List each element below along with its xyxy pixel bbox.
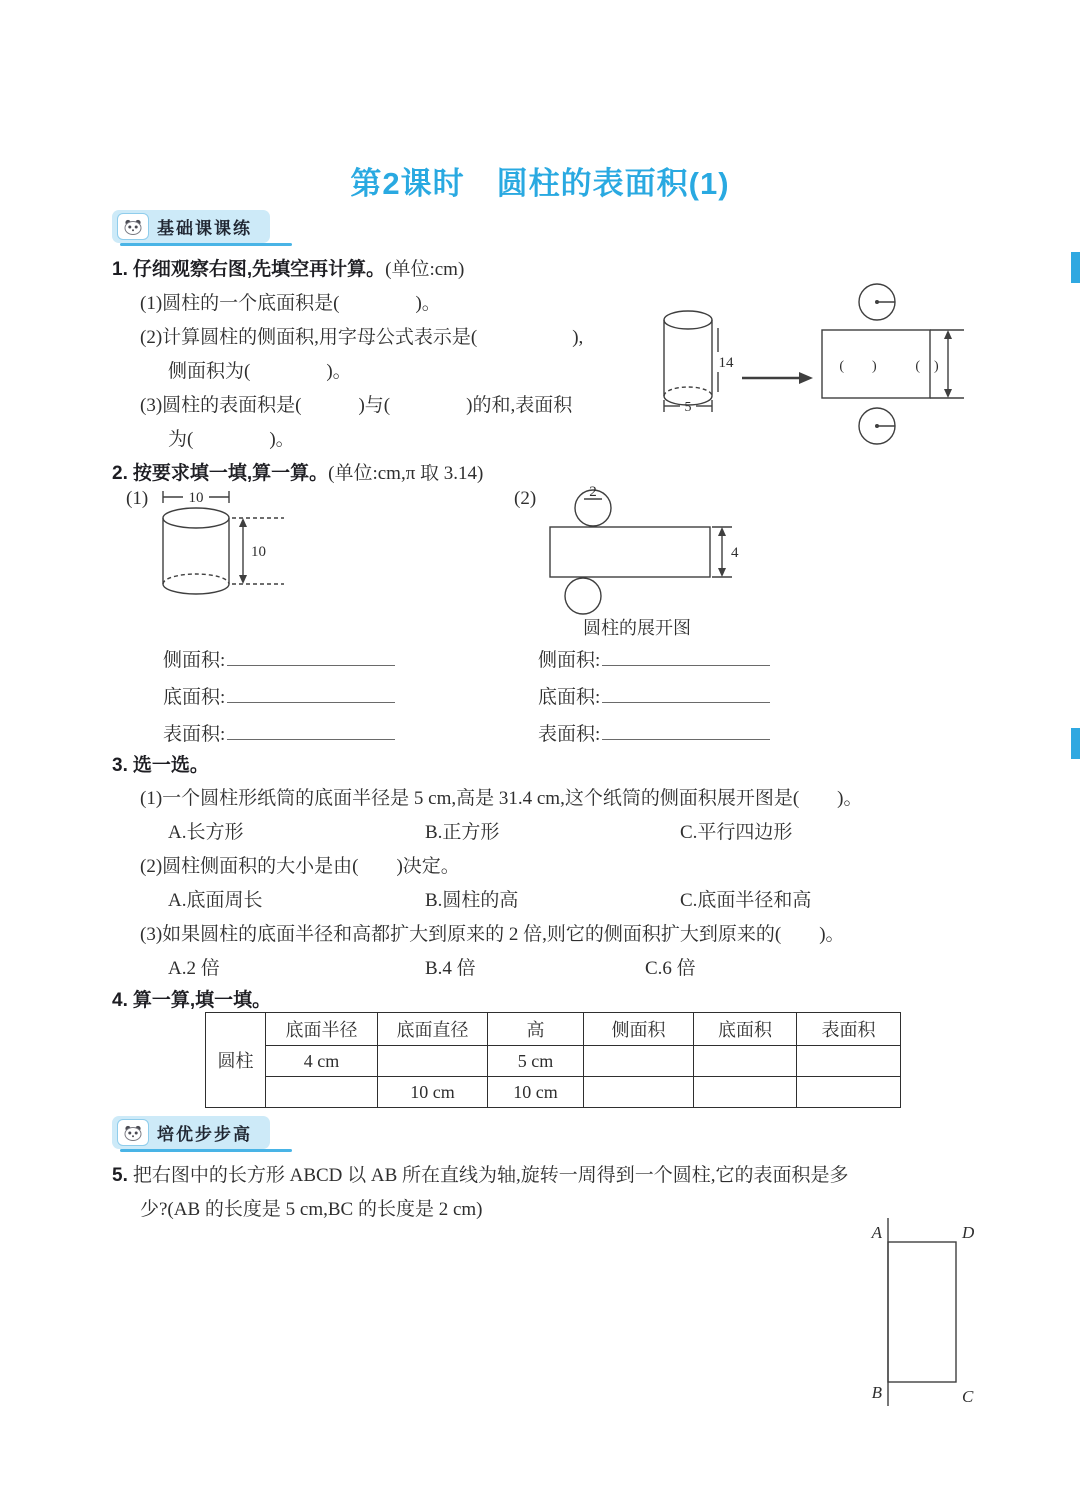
- q2-left-surface-row: [163, 719, 395, 746]
- q2-d2-label: (2): [514, 488, 537, 509]
- table-cell: [266, 1077, 378, 1108]
- table-cell: [694, 1077, 797, 1108]
- table-header-lateral: 侧面积: [584, 1013, 694, 1046]
- q4-number: 4.: [112, 990, 128, 1011]
- q2-right-surface-row: [538, 719, 770, 746]
- q4-stem-line: [112, 985, 271, 1012]
- panda-icon: [117, 1119, 149, 1146]
- q5-rectangle-diagram: [852, 1212, 992, 1412]
- q5-label-c: C: [962, 1387, 974, 1406]
- q2-d1-label: (1): [126, 488, 149, 509]
- q3-item-1-option-a: A.长方形: [168, 822, 244, 843]
- table-cell: [584, 1077, 694, 1108]
- table-cell: 4 cm: [266, 1046, 378, 1077]
- q2-d1-height-label: 10: [251, 544, 266, 560]
- panda-icon: [117, 213, 149, 240]
- q3-number: 3.: [112, 755, 128, 776]
- q3-item-3-option-a: A.2 倍: [168, 958, 220, 979]
- badge-underline: [120, 243, 292, 246]
- q5-label-b: B: [871, 1383, 882, 1402]
- q3-stem-line: [112, 750, 209, 777]
- q1-number: 1.: [112, 259, 128, 280]
- q5-stem-line-2: 少?(AB 的长度是 5 cm,BC 的长度是 2 cm): [140, 1199, 483, 1220]
- q3-stem: 选一选。: [132, 755, 209, 776]
- table-cell: [694, 1046, 797, 1077]
- q1-sub-1: (1)圆柱的一个底面积是( )。: [140, 293, 441, 314]
- table-cell: [584, 1046, 694, 1077]
- q2-right-lateral-row: [538, 645, 770, 672]
- q2-stem: 按要求填一填,算一算。: [132, 463, 329, 484]
- section-badge-advanced-label: 培优步步高: [157, 1125, 252, 1144]
- q2-note: (单位:cm,π 取 3.14): [328, 463, 484, 484]
- table-header-height: 高: [488, 1013, 584, 1046]
- q3-item-3-option-c: C.6 倍: [645, 958, 696, 979]
- q1-stem-line: [112, 254, 464, 281]
- page-title: 第2课时 圆柱的表面积(1): [350, 166, 730, 201]
- q3-item-2-option-b: B.圆柱的高: [425, 890, 519, 911]
- q4-stem: 算一算,填一填。: [132, 990, 272, 1011]
- q3-item-2-option-c: C.底面半径和高: [680, 890, 812, 911]
- q1-sub-3a: (3)圆柱的表面积是( )与( )的和,表面积: [140, 395, 573, 416]
- page-edge-mark: [1071, 252, 1080, 283]
- answer-line: [227, 683, 395, 703]
- blank-label-lateral: 侧面积:: [538, 650, 601, 671]
- q2-d2-height-label: 4: [731, 545, 739, 561]
- q3-item-3: (3)如果圆柱的底面半径和高都扩大到原来的 2 倍,则它的侧面积扩大到原来的( )。: [140, 924, 845, 945]
- q1-cylinder-net-diagram: [630, 278, 975, 453]
- table-cell: [378, 1046, 488, 1077]
- q1-sub-2a: (2)计算圆柱的侧面积,用字母公式表示是( ),: [140, 327, 584, 348]
- q1-net-blank-inner: ( ): [839, 359, 877, 374]
- q2-number: 2.: [112, 463, 128, 484]
- table-row-label: 圆柱: [206, 1013, 266, 1108]
- table-header-diameter: 底面直径: [378, 1013, 488, 1046]
- blank-label-surface: 表面积:: [538, 724, 601, 745]
- answer-line: [602, 720, 770, 740]
- answer-line: [227, 720, 395, 740]
- table-header-base: 底面积: [694, 1013, 797, 1046]
- q1-sub-2b: 侧面积为( )。: [168, 361, 352, 382]
- answer-line: [227, 646, 395, 666]
- q1-stem: 仔细观察右图,先填空再计算。: [132, 259, 386, 280]
- section-badge-advanced: [112, 1116, 270, 1149]
- q5-number: 5.: [112, 1165, 128, 1186]
- table-cell: 10 cm: [378, 1077, 488, 1108]
- q1-note: (单位:cm): [385, 259, 465, 280]
- q2-left-base-row: [163, 682, 395, 709]
- section-badge-basic: [112, 210, 270, 243]
- q3-item-3-option-b: B.4 倍: [425, 958, 476, 979]
- q2-right-base-row: [538, 682, 770, 709]
- table-row: [206, 1046, 901, 1077]
- q5-text-1: 把右图中的长方形 ABCD 以 AB 所在直线为轴,旋转一周得到一个圆柱,它的表面积是多: [132, 1165, 849, 1186]
- q2-left-lateral-row: [163, 645, 395, 672]
- q1-sub-3b: 为( )。: [168, 429, 295, 450]
- q3-item-2-option-a: A.底面周长: [168, 890, 263, 911]
- q1-diameter-label: 5: [684, 400, 692, 415]
- table-cell: [797, 1046, 901, 1077]
- q2-unfolded-diagram: [540, 480, 780, 620]
- q5-label-a: A: [871, 1223, 882, 1242]
- section-badge-basic-label: 基础课课练: [157, 219, 252, 238]
- q2-d2-caption: 圆柱的展开图: [583, 618, 691, 638]
- q1-height-label: 14: [718, 355, 734, 371]
- q1-net-blank-side: ( ): [915, 359, 939, 374]
- q3-item-1-option-c: C.平行四边形: [680, 822, 793, 843]
- blank-label-surface: 表面积:: [163, 724, 226, 745]
- table-header-radius: 底面半径: [266, 1013, 378, 1046]
- q2-d2-radius-label: 2: [589, 484, 597, 500]
- table-header-surface: 表面积: [797, 1013, 901, 1046]
- q3-item-1-option-b: B.正方形: [425, 822, 500, 843]
- badge-underline: [120, 1149, 292, 1152]
- page-edge-mark: [1071, 728, 1080, 759]
- q2-cylinder-diagram: [146, 488, 341, 613]
- blank-label-base: 底面积:: [163, 687, 226, 708]
- table-cell: 10 cm: [488, 1077, 584, 1108]
- q2-d1-width-label: 10: [188, 490, 204, 506]
- q5-stem-line-1: [112, 1160, 849, 1187]
- table-cell: 5 cm: [488, 1046, 584, 1077]
- table-cell: [797, 1077, 901, 1108]
- q3-item-2: (2)圆柱侧面积的大小是由( )决定。: [140, 856, 460, 877]
- q2-stem-line: [112, 458, 483, 485]
- answer-line: [602, 683, 770, 703]
- blank-label-lateral: 侧面积:: [163, 650, 226, 671]
- blank-label-base: 底面积:: [538, 687, 601, 708]
- table-row: [206, 1077, 901, 1108]
- q3-item-1: (1)一个圆柱形纸筒的底面半径是 5 cm,高是 31.4 cm,这个纸筒的侧面积展开图是( )。: [140, 788, 863, 809]
- q5-label-d: D: [962, 1223, 975, 1242]
- answer-line: [602, 646, 770, 666]
- cylinder-measurements-table: [205, 1012, 901, 1108]
